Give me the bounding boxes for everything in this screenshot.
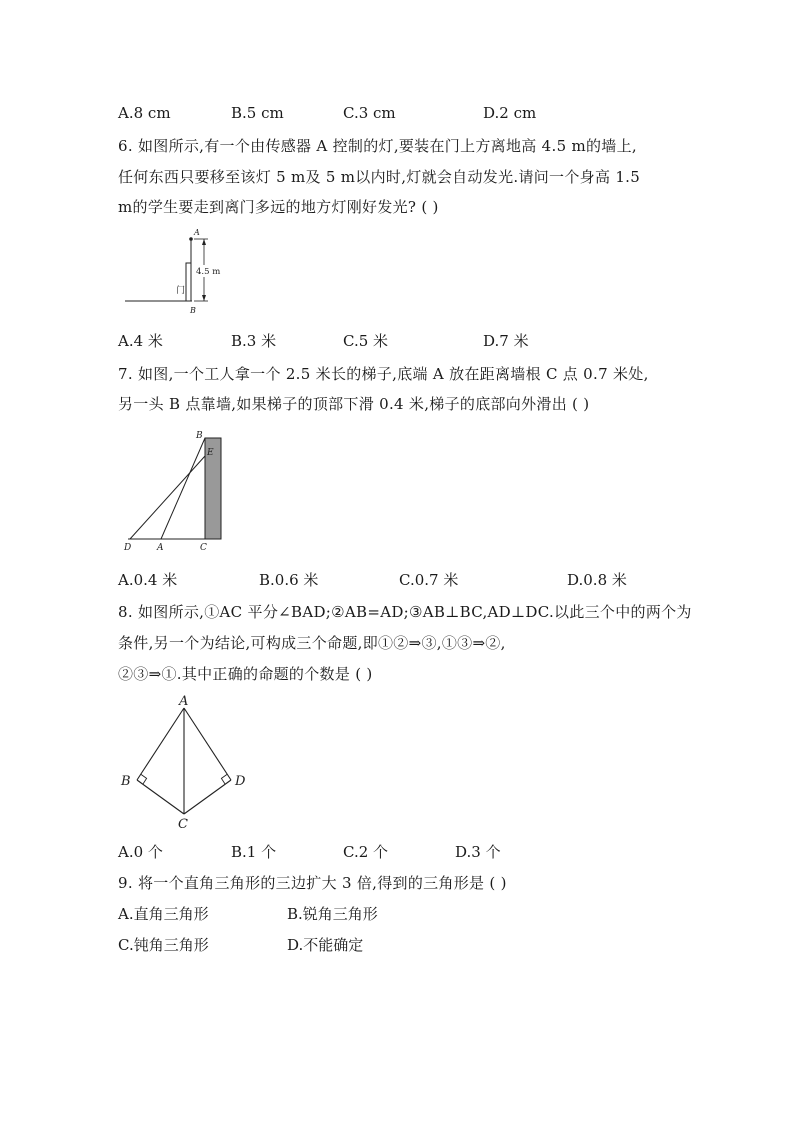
q8-stem-line-1: 8. 如图所示,①AC 平分∠BAD;②AB=AD;③AB⊥BC,AD⊥DC.以此三个中的两个为	[118, 603, 692, 621]
q6-option-a[interactable]: A.4 米	[118, 332, 163, 350]
q6-stem-line-2: 任何东西只要移至该灯 5 m及 5 m以内时,灯就会自动发光.请问一个身高 1.5	[118, 168, 641, 186]
ladder-before	[161, 438, 205, 539]
q7-stem-line-1: 7. 如图,一个工人拿一个 2.5 米长的梯子,底端 A 放在距离墙根 C 点 0.7 米处,	[118, 365, 649, 383]
wall	[186, 263, 191, 301]
q5-option-d[interactable]: D.2 cm	[483, 104, 537, 122]
door-label: 门	[176, 286, 186, 296]
q7-option-c[interactable]: C.0.7 米	[399, 571, 459, 589]
segment-ad	[184, 708, 231, 780]
q5-option-a[interactable]: A.8 cm	[118, 104, 171, 122]
q8-figure	[115, 692, 255, 837]
q5-option-b[interactable]: B.5 cm	[231, 104, 284, 122]
q7-stem-line-2: 另一头 B 点靠墙,如果梯子的顶部下滑 0.4 米,梯子的底部向外滑出 ( )	[118, 395, 590, 413]
label-e: E	[207, 448, 214, 458]
label-a: A	[157, 543, 164, 553]
q6-stem-line-1: 6. 如图所示,有一个由传感器 A 控制的灯,要装在门上方离地高 4.5 m的墙上,	[118, 137, 637, 155]
q9-option-b[interactable]: B.锐角三角形	[287, 905, 378, 923]
label-c: C	[200, 543, 207, 553]
arrow-up-icon	[202, 239, 206, 245]
q9-option-d[interactable]: D.不能确定	[287, 936, 364, 954]
q7-option-b[interactable]: B.0.6 米	[259, 571, 319, 589]
segment-ab	[137, 708, 184, 780]
q8-option-c[interactable]: C.2 个	[343, 843, 389, 861]
q6-figure	[120, 225, 240, 320]
q6-stem-line-3: m的学生要走到离门多远的地方灯刚好发光? ( )	[118, 198, 439, 216]
sensor-point	[189, 237, 193, 241]
q6-option-b[interactable]: B.3 米	[231, 332, 277, 350]
q9-option-a[interactable]: A.直角三角形	[118, 905, 209, 923]
label-b: B	[190, 306, 196, 315]
q6-option-c[interactable]: C.5 米	[343, 332, 389, 350]
ladder-after	[130, 456, 205, 539]
height-label: 4.5 m	[196, 267, 221, 277]
label-c: C	[178, 817, 188, 832]
label-d: D	[235, 774, 246, 789]
segment-dc	[184, 780, 231, 814]
q9-option-c[interactable]: C.钝角三角形	[118, 936, 209, 954]
q7-figure	[118, 426, 233, 556]
label-a: A	[179, 694, 189, 709]
q5-option-c[interactable]: C.3 cm	[343, 104, 396, 122]
q8-stem-line-2: 条件,另一个为结论,可构成三个命题,即①②⇒③,①③⇒②,	[118, 634, 506, 652]
q9-stem-line-1: 9. 将一个直角三角形的三边扩大 3 倍,得到的三角形是 ( )	[118, 874, 507, 892]
q8-option-a[interactable]: A.0 个	[118, 843, 163, 861]
label-a: A	[194, 228, 200, 237]
q7-option-d[interactable]: D.0.8 米	[567, 571, 627, 589]
q7-option-a[interactable]: A.0.4 米	[118, 571, 178, 589]
segment-bc	[137, 780, 184, 814]
label-b: B	[121, 774, 131, 789]
arrow-down-icon	[202, 295, 206, 301]
label-d: D	[124, 543, 132, 553]
q6-option-d[interactable]: D.7 米	[483, 332, 529, 350]
q8-option-d[interactable]: D.3 个	[455, 843, 501, 861]
label-b: B	[196, 431, 203, 441]
q8-stem-line-3: ②③⇒①.其中正确的命题的个数是 ( )	[118, 665, 373, 683]
q8-option-b[interactable]: B.1 个	[231, 843, 277, 861]
